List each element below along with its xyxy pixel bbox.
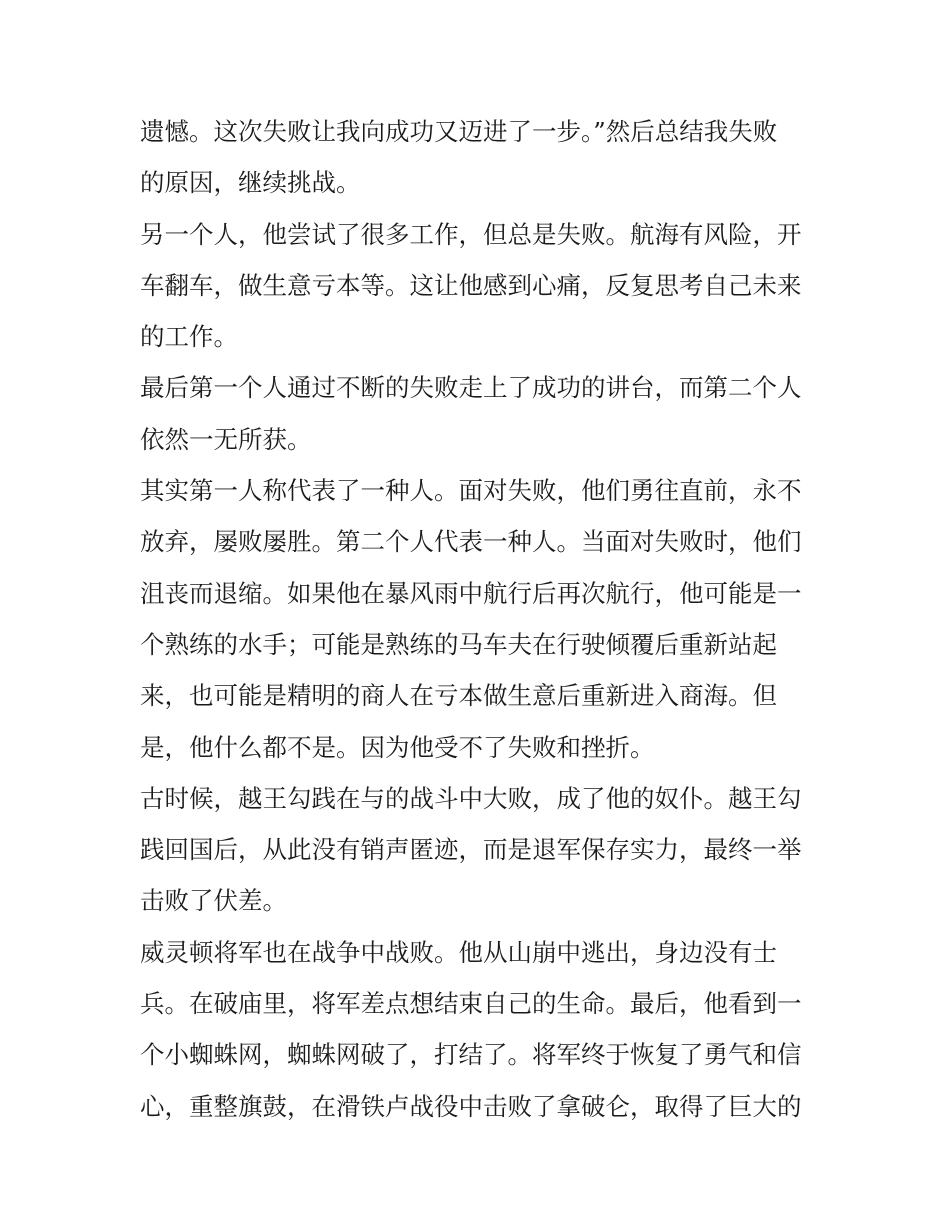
text-line: 是，他什么都不是。因为他受不了失败和挫折。 <box>140 732 655 762</box>
body-text <box>140 106 820 1132</box>
text-line: 来，也可能是精明的商人在亏本做生意后重新进入商海。但 <box>140 681 777 711</box>
text-line: 其实第一人称代表了一种人。面对失败，他们勇往直前，永不 <box>140 476 802 506</box>
text-line: 心，重整旗鼓，在滑铁卢战役中击败了拿破仑，取得了巨大的 <box>140 1091 802 1121</box>
text-line: 另一个人，他尝试了很多工作，但总是失败。航海有风险，开 <box>140 219 802 249</box>
text-line: 践回国后，从此没有销声匿迹，而是退军保存实力，最终一举 <box>140 835 802 865</box>
text-line: 的原因，继续挑战。 <box>140 168 361 198</box>
text-line: 兵。在破庙里，将军差点想结束自己的生命。最后，他看到一 <box>140 989 802 1019</box>
text-line: 依然一无所获。 <box>140 424 312 454</box>
text-line: 个小蜘蛛网，蜘蛛网破了，打结了。将军终于恢复了勇气和信 <box>140 1040 802 1070</box>
text-line: 击败了伏差。 <box>140 886 287 916</box>
text-line: 沮丧而退缩。如果他在暴风雨中航行后再次航行，他可能是一 <box>140 578 802 608</box>
text-line: 威灵顿将军也在战争中战败。他从山崩中逃出，身边没有士 <box>140 937 777 967</box>
text-line: 放弃，屡败屡胜。第二个人代表一种人。当面对失败时，他们 <box>140 527 802 557</box>
text-line: 个熟练的水手；可能是熟练的马车夫在行驶倾覆后重新站起 <box>140 629 777 659</box>
text-line: 古时候，越王勾践在与的战斗中大败，成了他的奴仆。越王勾 <box>140 783 802 813</box>
text-line: 的工作。 <box>140 322 238 352</box>
text-line: 遗憾。这次失败让我向成功又迈进了一步。”然后总结我失败 <box>140 117 778 146</box>
text-line: 车翻车，做生意亏本等。这让他感到心痛，反复思考自己未来 <box>140 270 802 300</box>
text-line: 最后第一个人通过不断的失败走上了成功的讲台，而第二个人 <box>140 373 802 403</box>
